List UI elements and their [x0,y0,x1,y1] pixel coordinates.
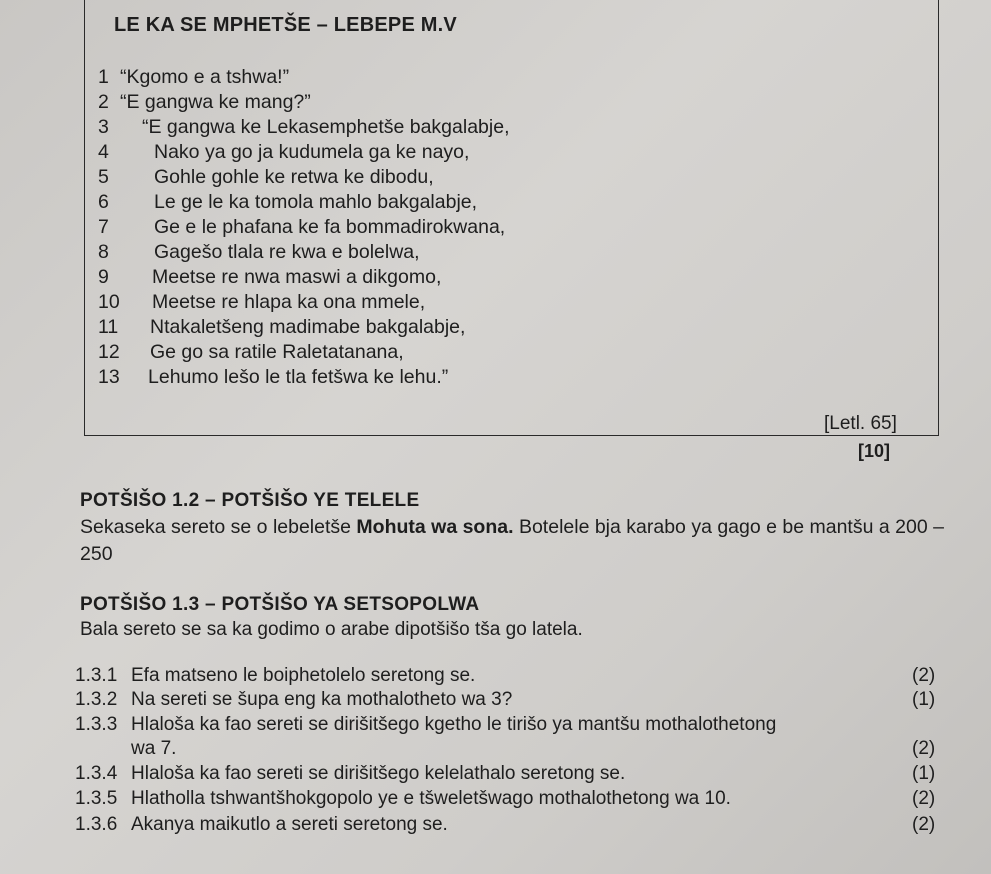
question-row [0,813,991,837]
poem-line [0,339,991,365]
question-1-1-marks: [10] [858,441,891,461]
poem-line [0,89,991,115]
question-number: 1.3.2 [75,689,118,710]
poem-line [0,364,991,390]
line-text: Meetse re nwa maswi a dikgomo, [152,266,442,288]
line-number: 10 [98,291,120,313]
line-text: Gagešo tlala re kwa e bolelwa, [154,241,420,263]
poem-line [0,289,991,315]
line-text: Nako ya go ja kudumela ga ke nayo, [154,141,470,163]
question-1-3-heading: POTŠIŠO 1.3 – POTŠIŠO YA SETSOPOLWA [80,594,480,615]
line-number: 6 [98,191,109,213]
line-text: Ge go sa ratile Raletatanana, [150,341,404,363]
poem-line [0,264,991,290]
poem-title: LE KA SE MPHETŠE – LEBEPE M.V [114,14,457,36]
question-row [0,787,991,811]
line-number: 13 [98,366,120,388]
question-1-2-text-bold: Mohuta wa sona. [356,516,514,538]
question-marks: (2) [912,665,936,686]
poem-citation: [Letl. 65] [824,413,897,434]
question-text: Hlaloša ka fao sereti se dirišitšego kelelathalo seretong se. [131,763,626,784]
question-1-2-text-after: Botelele bja karabo ya gago e be mantšu a 200 – 250 [80,516,944,565]
line-text: “E gangwa ke mang?” [120,91,311,113]
poem-line [0,214,991,240]
line-text: “E gangwa ke Lekasemphetše bakgalabje, [142,116,510,138]
question-text-continuation: wa 7. [131,738,177,759]
question-row [0,664,991,688]
question-number: 1.3.3 [75,714,118,735]
poem-line [0,314,991,340]
poem-line [0,114,991,140]
poem-line [0,239,991,265]
question-1-2-heading: POTŠIŠO 1.2 – POTŠIŠO YE TELELE [80,490,420,511]
line-text: Meetse re hlapa ka ona mmele, [152,291,426,313]
line-number: 9 [98,266,109,288]
question-text: Efa matseno le boiphetolelo seretong se. [131,665,476,686]
poem-line [0,139,991,165]
line-text: Le ge le ka tomola mahlo bakgalabje, [154,191,478,213]
question-marks: (2) [912,738,936,759]
question-number: 1.3.1 [75,665,118,686]
question-1-2-text-before: Sekaseka sereto se o lebeletše [80,516,357,538]
question-text: Hlatholla tshwantšhokgopolo ye e tšweletšwago mothalothetong wa 10. [131,788,731,809]
question-number: 1.3.6 [75,814,118,835]
question-marks: (2) [912,814,936,835]
line-number: 7 [98,216,109,238]
question-row [0,762,991,786]
line-text: “Kgomo e a tshwa!” [120,66,290,88]
question-marks: (1) [912,689,936,710]
line-text: Ntakaletšeng madimabe bakgalabje, [150,316,466,338]
poem-line [0,164,991,190]
line-number: 5 [98,166,109,188]
line-number: 11 [98,316,119,338]
question-row [0,713,991,737]
line-number: 8 [98,241,109,263]
line-number: 1 [98,66,109,88]
question-number: 1.3.4 [75,763,118,784]
question-1-2-text [80,514,950,568]
question-marks: (2) [912,788,936,809]
question-text: Hlaloša ka fao sereti se dirišitšego kgetho le tirišo ya mantšu mothalothetong [131,714,777,735]
question-text: Na sereti se šupa eng ka mothalotheto wa 3? [131,689,513,710]
line-number: 4 [98,141,109,163]
line-text: Lehumo lešo le tla fetšwa ke lehu.” [148,366,449,388]
line-number: 12 [98,341,120,363]
line-text: Ge e le phafana ke fa bommadirokwana, [154,216,506,238]
question-number: 1.3.5 [75,788,118,809]
line-number: 3 [98,116,109,138]
line-number: 2 [98,91,109,113]
question-row [0,688,991,712]
line-text: Gohle gohle ke retwa ke dibodu, [154,166,434,188]
poem-line [0,189,991,215]
poem-line [0,64,991,90]
question-text: Akanya maikutlo a sereti seretong se. [131,814,448,835]
question-1-3-instruction: Bala sereto se sa ka godimo o arabe dipotšišo tša go latela. [80,619,583,640]
question-marks: (1) [912,763,936,784]
